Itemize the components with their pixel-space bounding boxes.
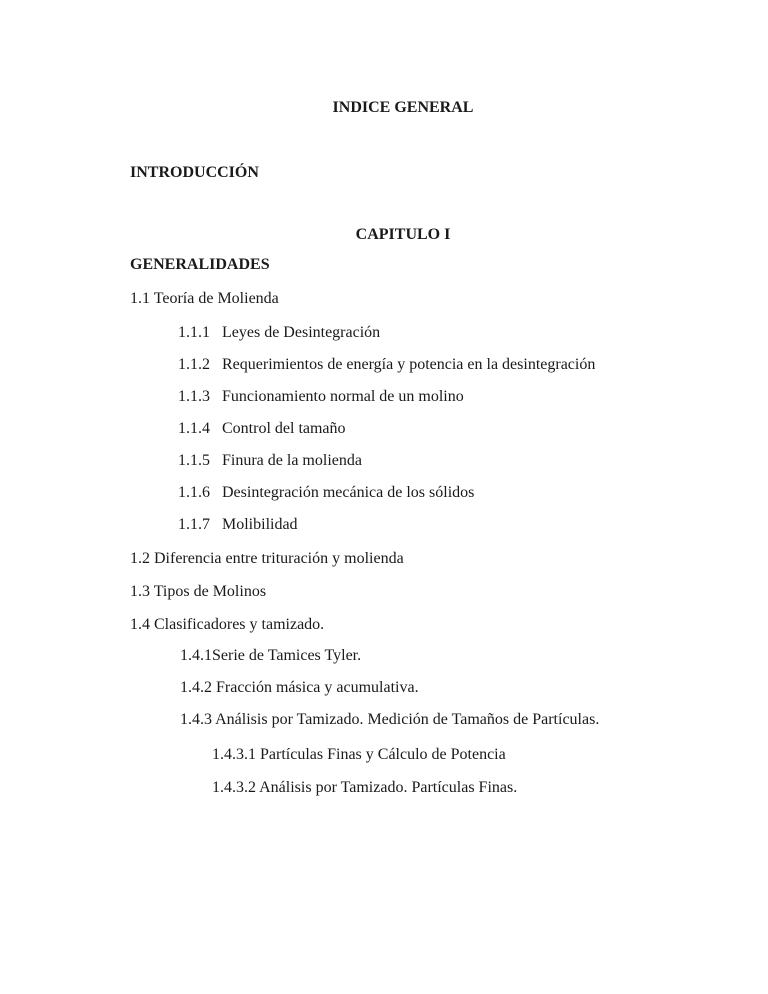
toc-entry: 1.4.3 Análisis por Tamizado. Medición de Tamaños de Partículas. [180,711,600,728]
toc-entry: 1.1.1 Leyes de Desintegración [178,324,381,341]
toc-entry: 1.1 Teoría de Molienda [130,290,279,307]
toc-entry: 1.2 Diferencia entre trituración y molienda [130,550,404,567]
chapter-heading: CAPITULO I [355,226,451,243]
chapter-title: GENERALIDADES [130,256,270,273]
toc-entry: 1.1.6 Desintegración mecánica de los sólidos [178,484,475,501]
toc-entry: 1.4 Clasificadores y tamizado. [130,616,325,633]
toc-entry: 1.1.3 Funcionamiento normal de un molino [178,388,464,405]
intro-heading: INTRODUCCIÓN [130,164,259,181]
toc-entry: 1.4.3.2 Análisis por Tamizado. Partículas Finas. [212,779,518,796]
toc-entry: 1.1.2 Requerimientos de energía y potencia en la desintegración [178,356,596,373]
toc-entry: 1.3 Tipos de Molinos [130,583,267,600]
page-title: INDICE GENERAL [332,99,474,116]
toc-entry: 1.4.1Serie de Tamices Tyler. [180,647,362,664]
toc-entry: 1.1.7 Molibilidad [178,516,298,533]
toc-entry: 1.4.2 Fracción másica y acumulativa. [180,679,419,696]
toc-entry: 1.1.5 Finura de la molienda [178,452,362,469]
toc-entry: 1.4.3.1 Partículas Finas y Cálculo de Potencia [212,746,506,763]
toc-entry: 1.1.4 Control del tamaño [178,420,346,437]
